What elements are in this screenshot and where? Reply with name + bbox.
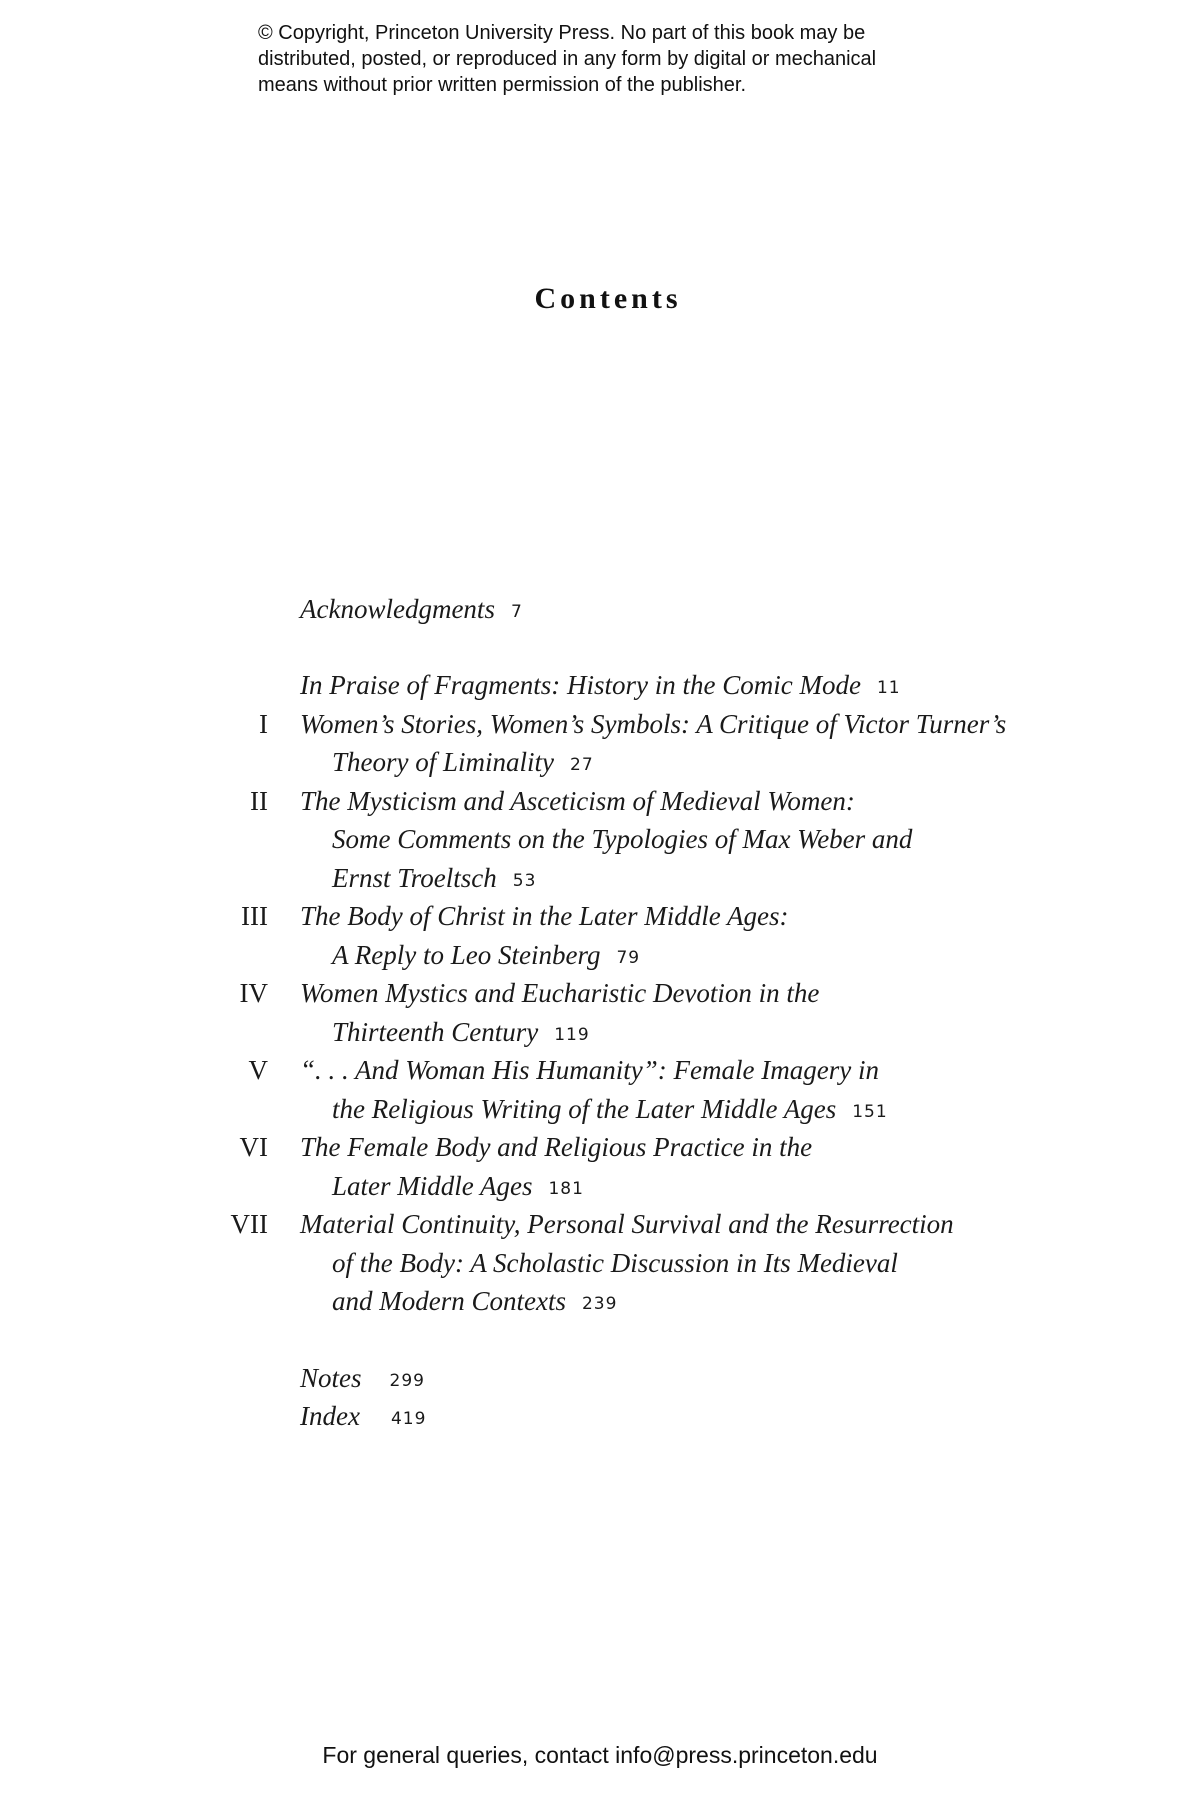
chapter-numeral: VI: [239, 1132, 268, 1162]
toc-entry-chapter-3[interactable]: [300, 901, 788, 932]
entry-title: Index: [300, 1401, 360, 1431]
chapter-numeral: III: [241, 901, 268, 931]
entry-title-line: The Female Body and Religious Practice in the: [300, 1132, 813, 1162]
chapter-numeral: V: [248, 1055, 268, 1085]
entry-title-line: Material Continuity, Personal Survival and the Resurrection: [300, 1209, 954, 1239]
entry-title-line: the Religious Writing of the Later Middle Ages: [332, 1094, 837, 1124]
entry-title-line: and Modern Contexts: [332, 1286, 566, 1316]
entry-title-line: of the Body: A Scholastic Discussion in Its Medieval: [332, 1248, 898, 1278]
entry-title-line: Some Comments on the Typologies of Max Weber and: [332, 824, 913, 854]
copyright-line: means without prior written permission of the publisher.: [258, 74, 747, 96]
copyright-line: © Copyright, Princeton University Press. No part of this book may be: [258, 22, 866, 44]
page-number: 11: [876, 678, 901, 698]
footer-contact: For general queries, contact info@press.princeton.edu: [322, 1742, 878, 1768]
toc-entry-index[interactable]: [300, 1401, 426, 1432]
page-number: 53: [512, 871, 537, 891]
entry-title-line: A Reply to Leo Steinberg: [332, 940, 601, 970]
toc-entry-chapter-2-cont[interactable]: [332, 824, 912, 855]
page-number: 7: [510, 602, 523, 622]
toc-entry-chapter-7-cont[interactable]: [332, 1286, 617, 1317]
entry-title-line: Thirteenth Century: [332, 1017, 539, 1047]
entry-title-line: The Mysticism and Asceticism of Medieval Women:: [300, 786, 855, 816]
page-number: 79: [616, 948, 641, 968]
toc-entry-chapter-2[interactable]: [300, 786, 855, 817]
chapter-numeral: IV: [239, 978, 268, 1008]
toc-entry-chapter-7-cont[interactable]: [332, 1248, 898, 1279]
entry-title: Notes: [300, 1363, 362, 1393]
copyright-notice: [258, 20, 1018, 98]
toc-entry-chapter-6-cont[interactable]: [332, 1171, 584, 1202]
chapter-numeral: I: [259, 709, 268, 739]
toc-entry-chapter-3-cont[interactable]: [332, 940, 640, 971]
page-number: 299: [389, 1371, 425, 1391]
entry-title: Acknowledgments: [300, 594, 495, 624]
toc-entry-chapter-5-cont[interactable]: [332, 1094, 888, 1125]
toc-entry-chapter-6[interactable]: [300, 1132, 812, 1163]
entry-title-line: Ernst Troeltsch: [332, 863, 497, 893]
page-number: 27: [570, 755, 594, 775]
copyright-line: distributed, posted, or reproduced in any form by digital or mechanical: [258, 48, 877, 70]
toc-entry-notes[interactable]: [300, 1363, 425, 1394]
entry-title-line: Theory of Liminality: [332, 747, 554, 777]
toc-entry-chapter-1[interactable]: [300, 709, 1006, 740]
entry-title-line: Women Mystics and Eucharistic Devotion in the: [300, 978, 820, 1008]
page-number: 239: [581, 1294, 618, 1314]
entry-title-line: “. . . And Woman His Humanity”: Female Imagery in: [300, 1055, 879, 1085]
page-number: 181: [548, 1179, 584, 1199]
entry-title-line: The Body of Christ in the Later Middle Ages:: [300, 901, 789, 931]
page-title: Contents: [534, 282, 682, 315]
chapter-numeral: VII: [230, 1209, 268, 1239]
page-number: 119: [554, 1025, 590, 1045]
entry-title-line: Women’s Stories, Women’s Symbols: A Critique of Victor Turner’s: [300, 709, 1007, 739]
toc-entry-chapter-2-cont[interactable]: [332, 863, 536, 894]
entry-title-line: Later Middle Ages: [332, 1171, 533, 1201]
toc-entry-chapter-4[interactable]: [300, 978, 819, 1009]
toc-entry-acknowledgments[interactable]: [300, 594, 523, 625]
page-number: 151: [852, 1102, 888, 1122]
toc-entry-chapter-4-cont[interactable]: [332, 1017, 590, 1048]
toc-entry-chapter-1-cont[interactable]: [332, 747, 594, 778]
toc-entry-intro[interactable]: [300, 670, 901, 701]
toc-entry-chapter-7[interactable]: [300, 1209, 954, 1240]
chapter-numeral: II: [250, 786, 268, 816]
entry-title: In Praise of Fragments: History in the Comic Mode: [300, 670, 861, 700]
toc-entry-chapter-5[interactable]: [300, 1055, 879, 1086]
page-number: 419: [390, 1409, 427, 1429]
